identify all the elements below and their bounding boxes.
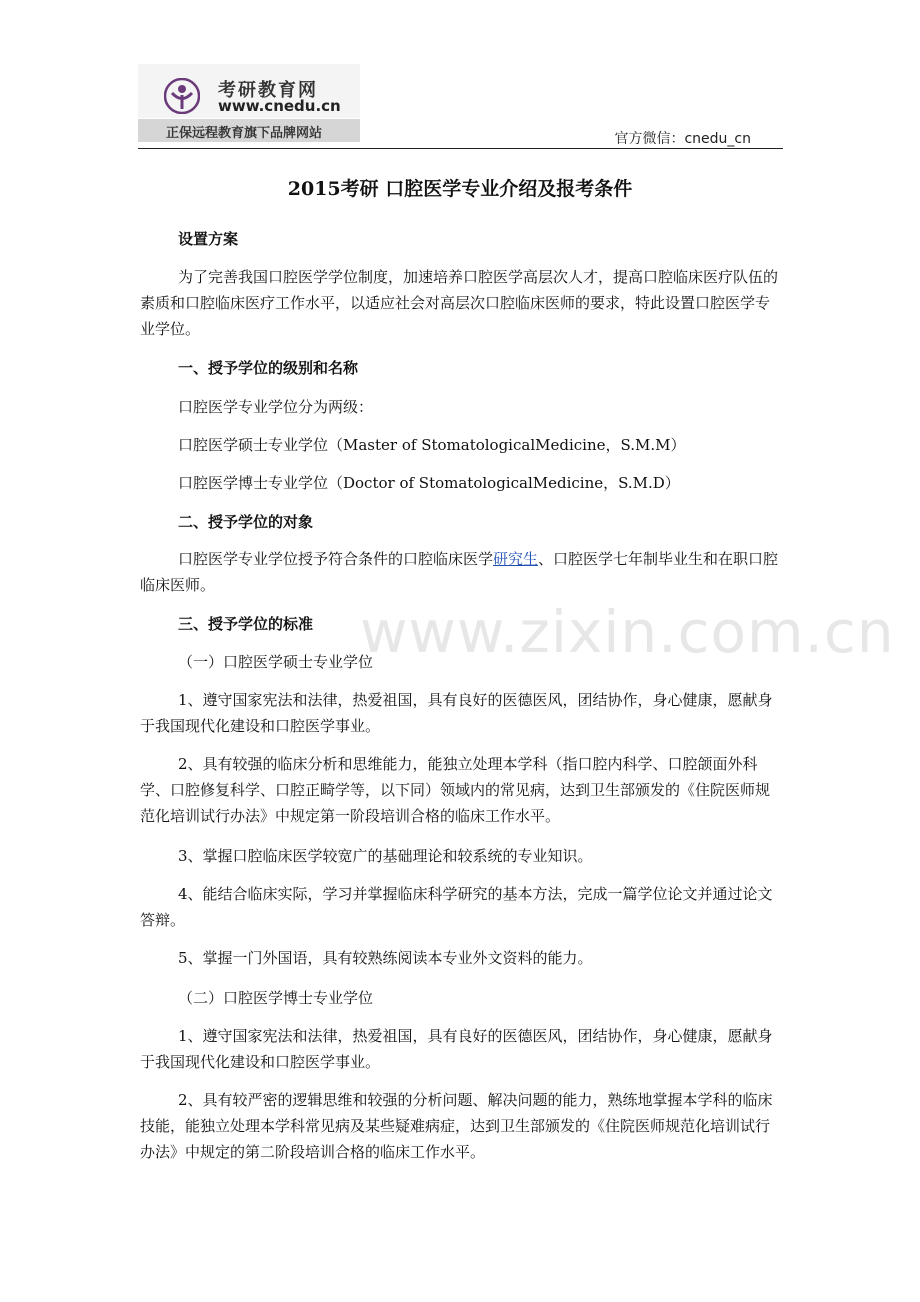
- section-heading-standards: 三、授予学位的标准: [178, 615, 314, 633]
- doctor-standard-item: 2、具有较严密的逻辑思维和较强的分析问题、解决问题的能力，熟练地掌握本学科的临床技能，能独立处理本学科常见病及某些疑难病症，达到卫生部颁发的《住院医师规范化培训试行办法》中规定的第二阶段培训合格的临床工作水平。: [140, 1091, 773, 1161]
- site-logo[interactable]: [138, 64, 360, 144]
- logo-top-panel: [138, 64, 360, 118]
- master-standards-heading: （一）口腔医学硕士专业学位: [178, 653, 374, 671]
- graduate-student-link[interactable]: 研究生: [493, 550, 539, 568]
- section-heading-degree-levels: 一、授予学位的级别和名称: [178, 359, 359, 377]
- section-heading-recipients: 二、授予学位的对象: [178, 513, 314, 531]
- plan-paragraph: 为了完善我国口腔医学学位制度，加速培养口腔医学高层次人才，提高口腔临床医疗队伍的素质和口腔临床医疗工作水平，以适应社会对高层次口腔临床医师的要求，特此设置口腔医学专业学位。: [140, 268, 779, 338]
- master-standard-item: 1、遵守国家宪法和法律，热爱祖国，具有良好的医德医风，团结协作，身心健康，愿献身于我国现代化建设和口腔医学事业。: [140, 691, 773, 735]
- wechat-account: 官方微信：cnedu_cn: [614, 131, 751, 147]
- section-heading-plan: 设置方案: [178, 230, 239, 248]
- doctor-degree-name: 口腔医学博士专业学位（Doctor of StomatologicalMedicine，S.M.D）: [178, 474, 680, 492]
- degree-levels-intro: 口腔医学专业学位分为两级：: [178, 398, 374, 416]
- header-divider: [138, 148, 783, 149]
- master-standard-item: 2、具有较强的临床分析和思维能力，能独立处理本学科（指口腔内科学、口腔颌面外科学、口腔修复科学、口腔正畸学等，以下同）领域内的常见病，达到卫生部颁发的《住院医师规范化培训试行办法》中规定第一阶段培训合格的临床工作水平。: [140, 755, 771, 825]
- master-standard-item: 5、掌握一门外国语，具有较熟练阅读本专业外文资料的能力。: [178, 949, 593, 967]
- person-icon: [164, 78, 200, 114]
- recipients-text-end: 、口腔医学七年制毕业生和在职口腔临床医师。: [140, 550, 779, 594]
- master-standard-item: 4、能结合临床实际，学习并掌握临床科学研究的基本方法，完成一篇学位论文并通过论文答辩。: [140, 885, 773, 929]
- doctor-standards-heading: （二）口腔医学博士专业学位: [178, 989, 374, 1007]
- logo-tagline-band: [138, 119, 360, 142]
- watermark: www.zixin.com.cn: [360, 598, 895, 666]
- logo-tagline: 正保远程教育旗下品牌网站: [166, 126, 323, 141]
- doctor-standard-item: 1、遵守国家宪法和法律，热爱祖国，具有良好的医德医风，团结协作，身心健康，愿献身于我国现代化建设和口腔医学事业。: [140, 1027, 773, 1071]
- recipients-paragraph: [140, 546, 782, 598]
- logo-name: 考研教育网: [218, 80, 318, 101]
- recipients-text-start: 口腔医学专业学位授予符合条件的口腔临床医学: [178, 550, 494, 568]
- master-standard-item: 3、掌握口腔临床医学较宽广的基础理论和较系统的专业知识。: [178, 847, 593, 865]
- master-degree-name: 口腔医学硕士专业学位（Master of StomatologicalMedicine，S.M.M）: [178, 436, 686, 454]
- page-title: 2015考研 口腔医学专业介绍及报考条件: [287, 178, 633, 200]
- page-header: [138, 62, 783, 150]
- logo-url: www.cnedu.cn: [218, 97, 341, 115]
